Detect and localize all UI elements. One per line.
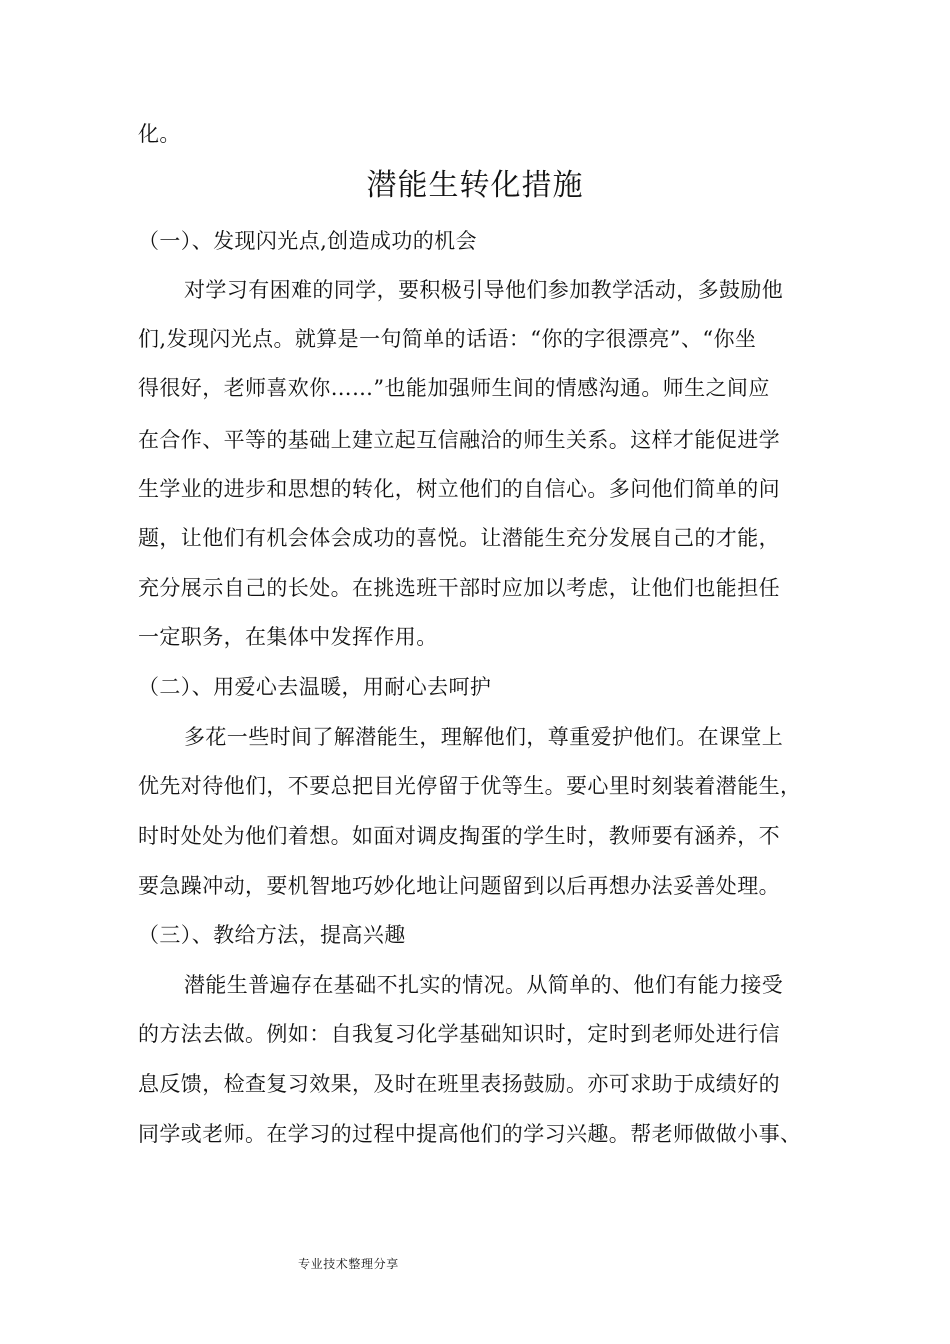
paragraph-line: 们,发现闪光点。就算是一句简单的话语：“你的字很漂亮”、“你坐 [138,327,757,351]
paragraph-line: 潜能生普遍存在基础不扎实的情况。从简单的、他们有能力接受 [184,973,784,997]
paragraph-line: 息反馈，检查复习效果，及时在班里表扬鼓励。亦可求助于成绩好的 [138,1072,780,1096]
paragraph-line: 时时处处为他们着想。如面对调皮掏蛋的学生时，教师要有涵养，不 [138,824,780,848]
section-heading-1: （一）、发现闪光点,创造成功的机会 [138,229,477,253]
carry-over-text: 化。 [138,122,181,146]
paragraph-line: 多花一些时间了解潜能生，理解他们，尊重爱护他们。在课堂上 [184,725,784,749]
paragraph-line: 题，让他们有机会体会成功的喜悦。让潜能生充分发展自己的才能， [138,526,780,550]
paragraph-line: 生学业的进步和思想的转化，树立他们的自信心。多问他们简单的问 [138,477,780,501]
paragraph-line: 优先对待他们，不要总把目光停留于优等生。要心里时刻装着潜能生， [138,774,802,798]
paragraph-line: 在合作、平等的基础上建立起互信融洽的师生关系。这样才能促进学 [138,428,780,452]
paragraph-line: 对学习有困难的同学，要积极引导他们参加教学活动，多鼓励他 [184,278,784,302]
section-heading-2: （二）、用爱心去温暖，用耐心去呵护 [138,675,492,699]
paragraph-line: 得很好，老师喜欢你……”也能加强师生间的情感沟通。师生之间应 [138,376,770,400]
paragraph-line: 要急躁冲动，要机智地巧妙化地让问题留到以后再想办法妥善处理。 [138,874,780,898]
section-heading-3: （三）、教给方法，提高兴趣 [138,923,406,947]
paragraph-line: 一定职务，在集体中发挥作用。 [138,625,438,649]
page-footer: 专业技术整理分享 [298,1257,399,1271]
paragraph-line: 同学或老师。在学习的过程中提高他们的学习兴趣。帮老师做做小事、 [138,1122,802,1146]
paragraph-line: 的方法去做。例如：自我复习化学基础知识时，定时到老师处进行信 [138,1022,780,1046]
page-title: 潜能生转化措施 [366,168,584,203]
paragraph-line: 充分展示自己的长处。在挑选班干部时应加以考虑，让他们也能担任 [138,576,780,600]
